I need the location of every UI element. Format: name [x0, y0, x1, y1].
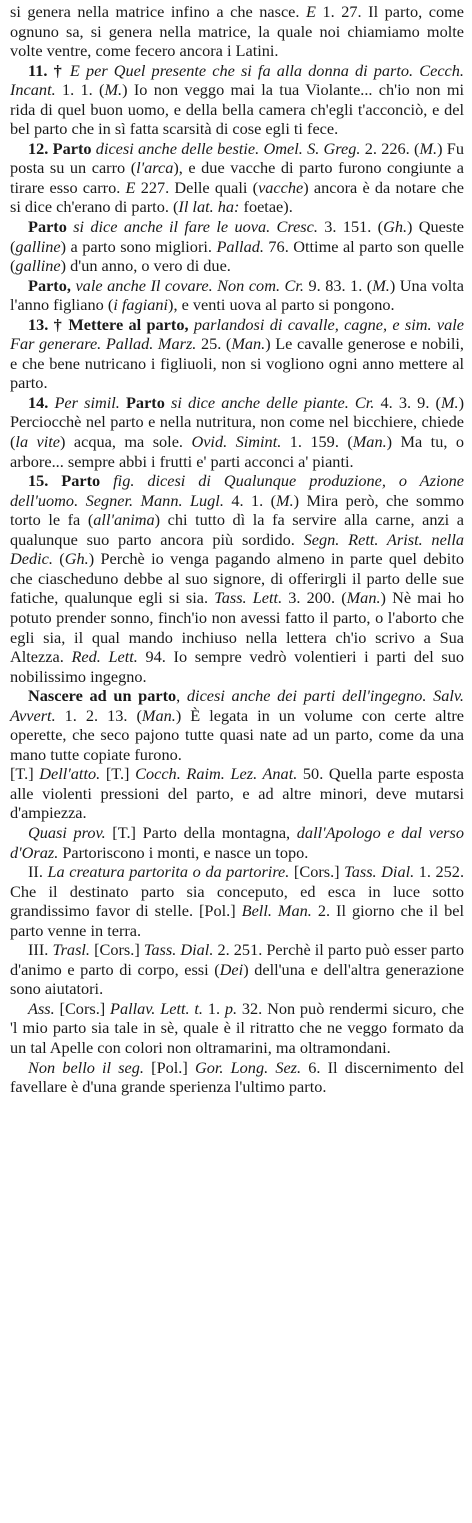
text-run: ) dell'una e dell'altra generazione sono aiutatori. [10, 959, 464, 999]
entry-paragraph [10, 61, 464, 139]
text-run: ) d'un anno, o vero di due. [60, 256, 231, 276]
italic-run: Bell. Man. [241, 901, 312, 921]
italic-run: l'arca [136, 158, 174, 178]
headword: Parto [28, 217, 74, 237]
headword: Nascere ad un parto [28, 686, 177, 706]
entry-paragraph [10, 940, 464, 999]
italic-run: M. [104, 80, 123, 100]
entry-paragraph [10, 217, 464, 276]
text-run: ) È legata in un volume con certe altre operette, che seco pajono tutte quasi nate ad un parto, come da una mano tutte copiate furono. [10, 705, 464, 764]
italic-run: Cocch. Raim. Lez. Anat. [135, 764, 298, 784]
text-run: ) Fu posta su un carro ( [10, 138, 464, 178]
text-run: 2. 226. ( [360, 138, 420, 158]
italic-run: vale anche Il covare. Non com. Cr. [75, 275, 304, 295]
entry-paragraph [10, 139, 464, 217]
italic-run: Dei [219, 959, 244, 979]
italic-run: Pallad. [216, 236, 264, 256]
italic-run: M. [440, 392, 459, 412]
text-run: [T.] Parto della montagna, [105, 822, 297, 842]
text-run: ) acqua, ma sole. [60, 432, 192, 452]
italic-run: Non bello il seg. [28, 1057, 144, 1077]
text-run: [T.] [10, 764, 40, 784]
text-run: foetae). [239, 197, 293, 217]
text-run: ) chi tutto dì la fa servire alla carne, anzi a qualunque suo parto ancora più sordido. [10, 510, 465, 549]
italic-run: M. [419, 138, 438, 158]
headword: Parto, [28, 275, 76, 295]
entry-paragraph [10, 764, 464, 823]
italic-run: Man. [352, 432, 387, 452]
entry-paragraph [10, 999, 464, 1058]
italic-run: M. [372, 275, 390, 295]
italic-run: Segn. Rett. Arist. nella Dedic. [10, 529, 464, 569]
text-run: ) Ma tu, o arbore... sempre abbi i frutti e' parti acconci a' pianti. [10, 432, 464, 471]
headword: 14. [28, 392, 55, 412]
text-run: 32. Non può rendermi sicuro, che 'l mio parto sia tale in sè, quale è il ritratto che ne veggo formato da un tal Apelle con colori non oltramarini, ma oltramondani. [10, 998, 465, 1057]
italic-run: Ass. [28, 998, 55, 1018]
italic-run: parlandosi di cavalle, cagne, e sim. vale Far generare. Pallad. Marz. [10, 314, 464, 354]
text-run: [T.] [100, 764, 136, 784]
entry-paragraph [10, 471, 464, 686]
italic-run: E per Quel presente che si fa alla donna di parto. Cecch. Incant. [10, 60, 464, 100]
entry-paragraph [10, 2, 464, 61]
italic-run: Gor. Long. Sez. [194, 1057, 302, 1077]
text-run: 50. Quella parte esposta alle violenti pressioni del parto, e ad altre minori, deve mutarsi d'ampiezza. [10, 764, 465, 823]
text-run: 4. 1. ( [223, 490, 277, 510]
text-run: III. [28, 940, 53, 960]
text-run: [Cors.] [54, 998, 111, 1018]
italic-run: M. [276, 490, 294, 510]
entry-paragraph [10, 686, 464, 764]
italic-run: Man. [346, 588, 381, 608]
italic-run: si dice anche delle piante. Cr. [171, 392, 375, 412]
entry-paragraph [10, 276, 464, 315]
text-run: Partoriscono i monti, e nasce un topo. [58, 842, 309, 862]
italic-run: Pallav. Lett. t. [110, 998, 204, 1018]
text-run: 3. 151. ( [317, 217, 384, 237]
headword: Parto [119, 392, 171, 412]
italic-run: E [306, 2, 316, 21]
text-run: 3. 200. ( [282, 588, 347, 608]
italic-run: Trasl. [52, 940, 90, 960]
text-run: 6. Il discernimento del favellare è d'una grande sperienza l'ultimo parto. [10, 1057, 465, 1097]
italic-run: Man. [141, 705, 176, 725]
text-run: ) Perchè io venga pagando almeno in parte quel debito che ciascheduno debbe al suo signore, di offerirgli il parto delle sue fatiche, qualunque egli si sia. [10, 549, 464, 608]
italic-run: Ovid. Simint. [191, 432, 282, 452]
text-run: II. [28, 862, 48, 882]
italic-run: Per simil. [54, 392, 120, 412]
text-run: 1. 2. 13. ( [55, 705, 142, 725]
italic-run: Tass. Lett. [214, 588, 283, 608]
text-run: ) Una volta l'anno figliano ( [10, 275, 464, 315]
text-run: ), e due vacche di parto furono congiunte a tirare esso carro. [10, 158, 465, 197]
text-run: ) Perciocchè nel parto e nella nutritura, non come nel bicchiere, chiede ( [10, 392, 465, 452]
text-run: ) a parto sono migliori. [60, 236, 217, 256]
entry-paragraph [10, 862, 464, 940]
italic-run: vacche [258, 177, 304, 197]
text-run: si genera nella matrice infino a che nasce. [10, 2, 307, 21]
italic-run: Tass. Dial. [344, 862, 415, 882]
entry-paragraph [10, 315, 464, 393]
text-run: ) Le cavalle generose e nobili, e che bene nutricano i figliuoli, non si vogliono ogni anno mettere al parto. [10, 334, 464, 393]
italic-run: galline [15, 236, 61, 256]
italic-run: E [125, 177, 136, 197]
text-run: [Cors.] [90, 940, 144, 960]
text-run: 1. 1. ( [55, 80, 105, 100]
italic-run: La creatura partorita o da partorire. [47, 862, 290, 882]
text-run: ) Nè mai ho potuto prender sonno, finch'io non avessi fatto il parto, o l'aborto che egli sia, il qual mando inchiuso nella lettera ch'io scrivo a Sua Altezza. [10, 588, 464, 667]
italic-run: Dell'atto. [39, 764, 101, 784]
headword: 12. Parto [28, 138, 96, 158]
entry-paragraph [10, 1058, 464, 1097]
text-run: 1. 159. ( [281, 432, 353, 452]
text-run: 1. [203, 998, 225, 1018]
italic-run: i fagiani [113, 295, 169, 315]
text-run: 2. Il giorno che il bel parto venne in terra. [10, 901, 464, 940]
italic-run: dicesi anche delle bestie. Omel. S. Greg. [95, 138, 361, 158]
italic-run: Tass. Dial. [143, 940, 214, 960]
text-run: 4. 3. 9. ( [374, 392, 441, 412]
italic-run: fig. dicesi di Qualunque produzione, o Azione dell'uomo. Segner. Mann. Lugl. [10, 471, 464, 510]
italic-run: Il lat. ha: [178, 197, 240, 217]
text-run: ) Io non veggo mai la tua Violante... ch'io non mi rida di quel buon uomo, e della bella camera ch'egli t'acconciò, e del bel parto che in sì fatta scarsità di cose egli ti fece. [10, 80, 465, 139]
text-run: , [176, 686, 187, 706]
text-run: 76. Ottime al parto son quelle ( [10, 236, 465, 276]
italic-run: Man. [231, 334, 266, 354]
text-run: 227. Delle quali ( [135, 177, 259, 197]
entry-paragraph [10, 393, 464, 471]
italic-run: dall'Apologo e dal verso d'Oraz. [10, 822, 464, 862]
italic-run: si dice anche il fare le uova. Cresc. [73, 217, 318, 237]
italic-run: la vite [15, 432, 61, 452]
text-run: 25. ( [196, 334, 232, 354]
text-run: 9. 83. 1. ( [304, 275, 373, 295]
italic-run: Gh. [64, 549, 89, 569]
text-run: 1. 252. Che il destinato parto sia conceputo, ed esca in luce sotto grandissimo favor di stelle. [Pol.] [10, 862, 465, 921]
text-run: ) Mira però, che sommo torto le fa ( [10, 490, 464, 530]
text-run: ) ancora è da notare che si dice ch'erano di parto. ( [10, 177, 464, 217]
text-run: 2. 251. Perchè il parto può esser parto d'animo e parto di corpo, essi ( [10, 940, 465, 979]
italic-run: Gh. [383, 217, 408, 237]
italic-run: Quasi prov. [28, 822, 106, 842]
text-run: ) Queste ( [10, 217, 464, 256]
italic-run: Red. Lett. [71, 647, 138, 667]
headword: 11. † [28, 60, 70, 80]
text-run: [Cors.] [289, 862, 345, 882]
italic-run: galline [15, 256, 61, 276]
text-run: ), e venti uova al parto si pongono. [168, 295, 395, 315]
entry-paragraph [10, 823, 464, 862]
headword: 15. Parto [28, 471, 114, 491]
italic-run: all'anima [93, 510, 155, 530]
italic-run: p. [224, 998, 238, 1018]
text-run: ( [52, 549, 65, 569]
text-run: 94. Io sempre vedrò volentieri i parti del suo nobilissimo ingegno. [10, 647, 464, 686]
text-run: [Pol.] [144, 1057, 195, 1077]
headword: 13. † Mettere al parto, [28, 314, 194, 334]
italic-run: dicesi anche dei parti dell'ingegno. Salv. Avvert. [10, 686, 464, 725]
text-run: 1. 27. Il parto, come ognuno sa, si genera nella matrice, la quale noi chiamiamo molte volte ventre, come fecero ancora i Latini. [10, 2, 464, 61]
